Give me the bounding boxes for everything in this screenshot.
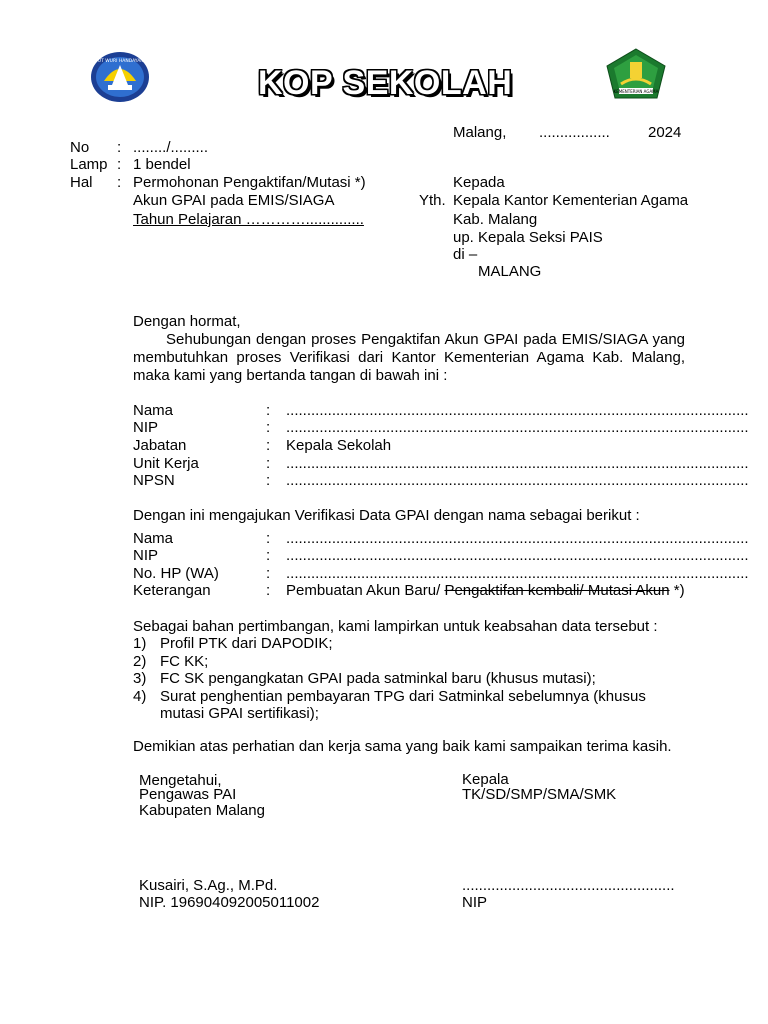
keterangan-struck: Pengaktifan kembali/ Mutasi Akun (444, 582, 670, 599)
signer-field-label: NIP (133, 419, 159, 436)
hal-label: Hal (70, 174, 93, 191)
attachment-text: Profil PTK dari DAPODIK; (160, 635, 333, 652)
signer-field-dots: ............................................................................................................... (286, 455, 749, 472)
gpai-field-dots: ............................................................................................................... (286, 530, 749, 547)
date-dots: ................. (539, 124, 610, 141)
letterhead-title: KOP SEKOLAH (258, 64, 513, 102)
recipient-line-3: up. Kepala Seksi PAIS (453, 229, 603, 246)
date-city: Malang, (453, 124, 507, 141)
signer-jabatan-value: Kepala Sekolah (286, 437, 392, 454)
attachment-number: 3) (133, 670, 147, 687)
right-signature-line-2: TK/SD/SMP/SMA/SMK (462, 786, 617, 803)
recipient-line-1: Kepala Kantor Kementerian Agama (453, 192, 689, 209)
attachment-number: 2) (133, 653, 147, 670)
gpai-field-colon: : (266, 547, 271, 564)
attachment-text: FC KK; (160, 653, 209, 670)
lamp-value: 1 bendel (133, 156, 191, 173)
recipient-line-5: MALANG (478, 263, 542, 280)
signer-field-dots: ............................................................................................................... (286, 472, 749, 489)
right-signature-nip: NIP (462, 894, 488, 911)
keterangan-colon: : (266, 582, 271, 599)
keterangan-plain: Pembuatan Akun Baru/ (286, 582, 445, 599)
recipient-kepada: Kepada (453, 174, 505, 191)
gpai-field-label: No. HP (WA) (133, 565, 219, 582)
no-value: ......../......... (133, 139, 209, 156)
signer-field-colon: : (266, 472, 271, 489)
recipient-yth: Yth. (419, 192, 446, 209)
no-label: No (70, 139, 90, 156)
signer-field-dots: ............................................................................................................... (286, 419, 749, 436)
gpai-field-dots: ............................................................................................................... (286, 565, 749, 582)
attachments-intro: Sebagai bahan pertimbangan, kami lampirkan untuk keabsahan data tersebut : (133, 618, 658, 635)
right-signature-name: ................................................... (462, 877, 675, 894)
signer-field-colon: : (266, 437, 271, 454)
closing-text: Demikian atas perhatian dan kerja sama yang baik kami sampaikan terima kasih. (133, 738, 672, 755)
gpai-field-colon: : (266, 530, 271, 547)
hal-line-2: Akun GPAI pada EMIS/SIAGA (133, 192, 335, 209)
signer-field-dots: ............................................................................................................... (286, 402, 749, 419)
gpai-field-label: NIP (133, 547, 159, 564)
request-text: Dengan ini mengajukan Verifikasi Data GPAI dengan nama sebagai berikut : (133, 507, 640, 524)
left-signature-line-3: Kabupaten Malang (139, 802, 265, 819)
attachment-number: 4) (133, 688, 147, 705)
signer-field-label: Nama (133, 402, 174, 419)
lamp-label: Lamp (70, 156, 108, 173)
signer-field-colon: : (266, 455, 271, 472)
tut-wuri-handayani-logo (90, 51, 150, 103)
lamp-colon: : (117, 156, 122, 173)
attachment-number: 1) (133, 635, 147, 652)
hal-colon: : (117, 174, 122, 191)
gpai-field-label: Nama (133, 530, 174, 547)
left-signature-name: Kusairi, S.Ag., M.Pd. (139, 877, 278, 894)
gpai-field-colon: : (266, 565, 271, 582)
date-year: 2024 (648, 124, 682, 141)
signer-field-label: Jabatan (133, 437, 187, 454)
keterangan-value (286, 582, 685, 600)
left-logo-text: TUT WURI HANDAYANI (95, 59, 145, 64)
attachment-text: FC SK pengangkatan GPAI pada satminkal baru (khusus mutasi); (160, 670, 596, 687)
left-signature-line-2: Pengawas PAI (139, 786, 237, 803)
right-logo-text: KEMENTERIAN AGAMA (613, 89, 659, 94)
recipient-line-4: di – (453, 246, 478, 263)
keterangan-label: Keterangan (133, 582, 211, 599)
right-signature-line-1: Kepala (462, 771, 509, 788)
kementerian-agama-logo (605, 48, 667, 100)
signer-field-colon: : (266, 419, 271, 436)
attachment-text-continued: mutasi GPAI sertifikasi); (160, 705, 319, 722)
recipient-line-2: Kab. Malang (453, 211, 538, 228)
signer-field-label: Unit Kerja (133, 455, 199, 472)
keterangan-tail: *) (669, 582, 685, 599)
gpai-field-dots: ............................................................................................................... (286, 547, 749, 564)
attachment-text: Surat penghentian pembayaran TPG dari Satminkal sebelumnya (khusus (160, 688, 646, 705)
signer-field-label: NPSN (133, 472, 175, 489)
hal-line-1: Permohonan Pengaktifan/Mutasi *) (133, 174, 366, 191)
hal-line-3: Tahun Pelajaran ………….............. (133, 211, 364, 228)
left-signature-line-1: Mengetahui, (139, 772, 222, 789)
no-colon: : (117, 139, 122, 156)
intro-paragraph: Sehubungan dengan proses Pengaktifan Akun GPAI pada EMIS/SIAGA yang membutuhkan proses Verifikasi dari Kantor Kementerian Agama Kab. Malang, maka kami yang bertanda tangan di bawah ini : (133, 331, 685, 384)
left-signature-nip: NIP. 196904092005011002 (139, 894, 320, 911)
signer-field-colon: : (266, 402, 271, 419)
greeting: Dengan hormat, (133, 313, 241, 330)
